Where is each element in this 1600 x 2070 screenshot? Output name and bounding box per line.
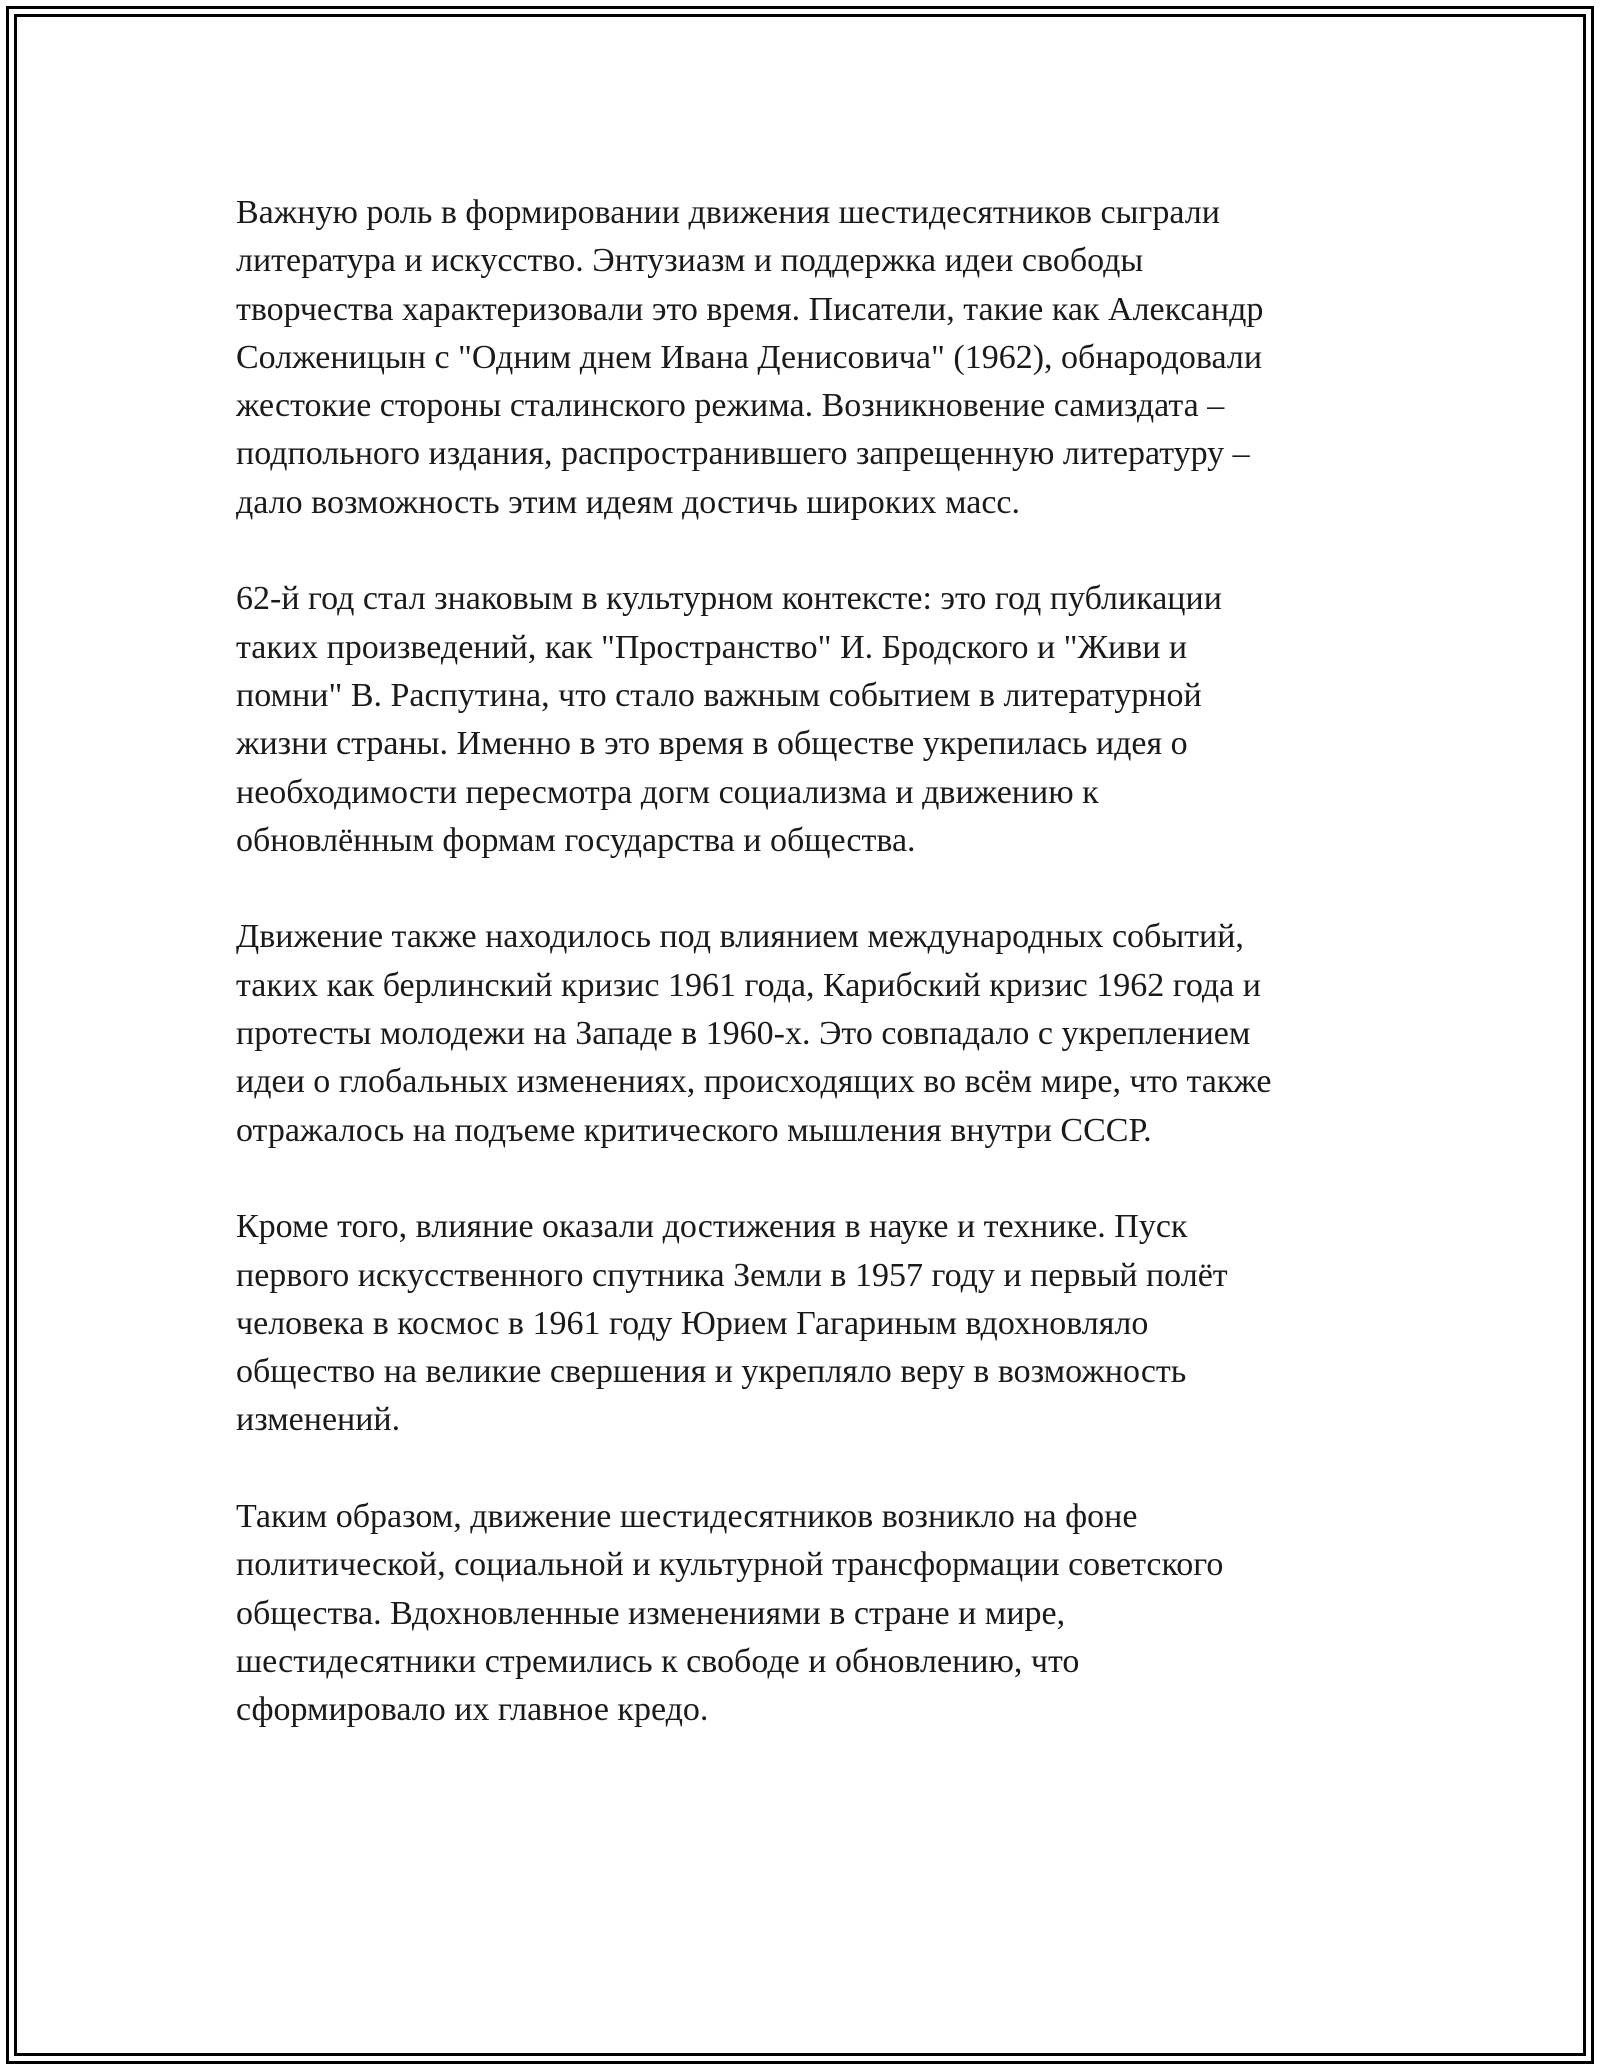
text-line: шестидесятники стремились к свободе и обновлению, что bbox=[236, 1642, 1080, 1680]
paragraph bbox=[236, 189, 1416, 527]
text-line: Кроме того, влияние оказали достижения в науке и технике. Пуск bbox=[236, 1208, 1188, 1246]
text-line: помни" В. Распутина, что стало важным событием в литературной bbox=[236, 676, 1202, 714]
text-line: жестокие стороны сталинского режима. Возникновение самиздата – bbox=[236, 387, 1225, 425]
text-line: сформировало их главное кредо. bbox=[236, 1691, 709, 1729]
text-line: необходимости пересмотра догм социализма и движению к bbox=[236, 773, 1099, 811]
text-line: таких произведений, как "Пространство" И. Бродского и "Живи и bbox=[236, 628, 1188, 666]
text-line: обновлённым формам государства и общества. bbox=[236, 821, 916, 859]
text-line: общество на великие свершения и укрепляло веру в возможность bbox=[236, 1353, 1187, 1391]
text-line: дало возможность этим идеям достичь широких масс. bbox=[236, 483, 1021, 521]
text-line: протесты молодежи на Западе в 1960-х. Это совпадало с укреплением bbox=[236, 1015, 1251, 1053]
text-line: идеи о глобальных изменениях, происходящих во всём мире, что также bbox=[236, 1063, 1272, 1101]
paragraph bbox=[236, 1203, 1416, 1444]
text-line: творчества характеризовали это время. Писатели, такие как Александр bbox=[236, 290, 1264, 328]
text-line: отражалось на подъеме критического мышления внутри СССР. bbox=[236, 1111, 1152, 1149]
paragraph bbox=[236, 913, 1416, 1154]
text-line: Таким образом, движение шестидесятников возникло на фоне bbox=[236, 1498, 1138, 1536]
text-line: подпольного издания, распространившего запрещенную литературу – bbox=[236, 435, 1250, 473]
text-line: политической, социальной и культурной трансформации советского bbox=[236, 1546, 1224, 1584]
text-line: литература и искусство. Энтузиазм и поддержка идеи свободы bbox=[236, 242, 1144, 280]
text-line: Движение также находилось под влиянием международных событий, bbox=[236, 918, 1244, 956]
text-line: таких как берлинский кризис 1961 года, Карибский кризис 1962 года и bbox=[236, 966, 1261, 1004]
paragraph bbox=[236, 575, 1416, 865]
paragraph bbox=[236, 1493, 1416, 1734]
text-line: 62-й год стал знаковым в культурном контексте: это год публикации bbox=[236, 580, 1222, 618]
text-line: первого искусственного спутника Земли в 1957 году и первый полёт bbox=[236, 1256, 1228, 1294]
text-line: человека в космос в 1961 году Юрием Гагариным вдохновляло bbox=[236, 1304, 1149, 1342]
text-line: изменений. bbox=[236, 1401, 401, 1439]
text-line: Солженицын с "Одним днем Ивана Денисовича" (1962), обнародовали bbox=[236, 338, 1263, 376]
document-body bbox=[236, 189, 1416, 1783]
text-line: общества. Вдохновленные изменениями в стране и мире, bbox=[236, 1594, 1066, 1632]
text-line: Важную роль в формировании движения шестидесятников сыграли bbox=[236, 194, 1220, 231]
text-line: жизни страны. Именно в это время в обществе укрепилась идея о bbox=[236, 725, 1188, 763]
